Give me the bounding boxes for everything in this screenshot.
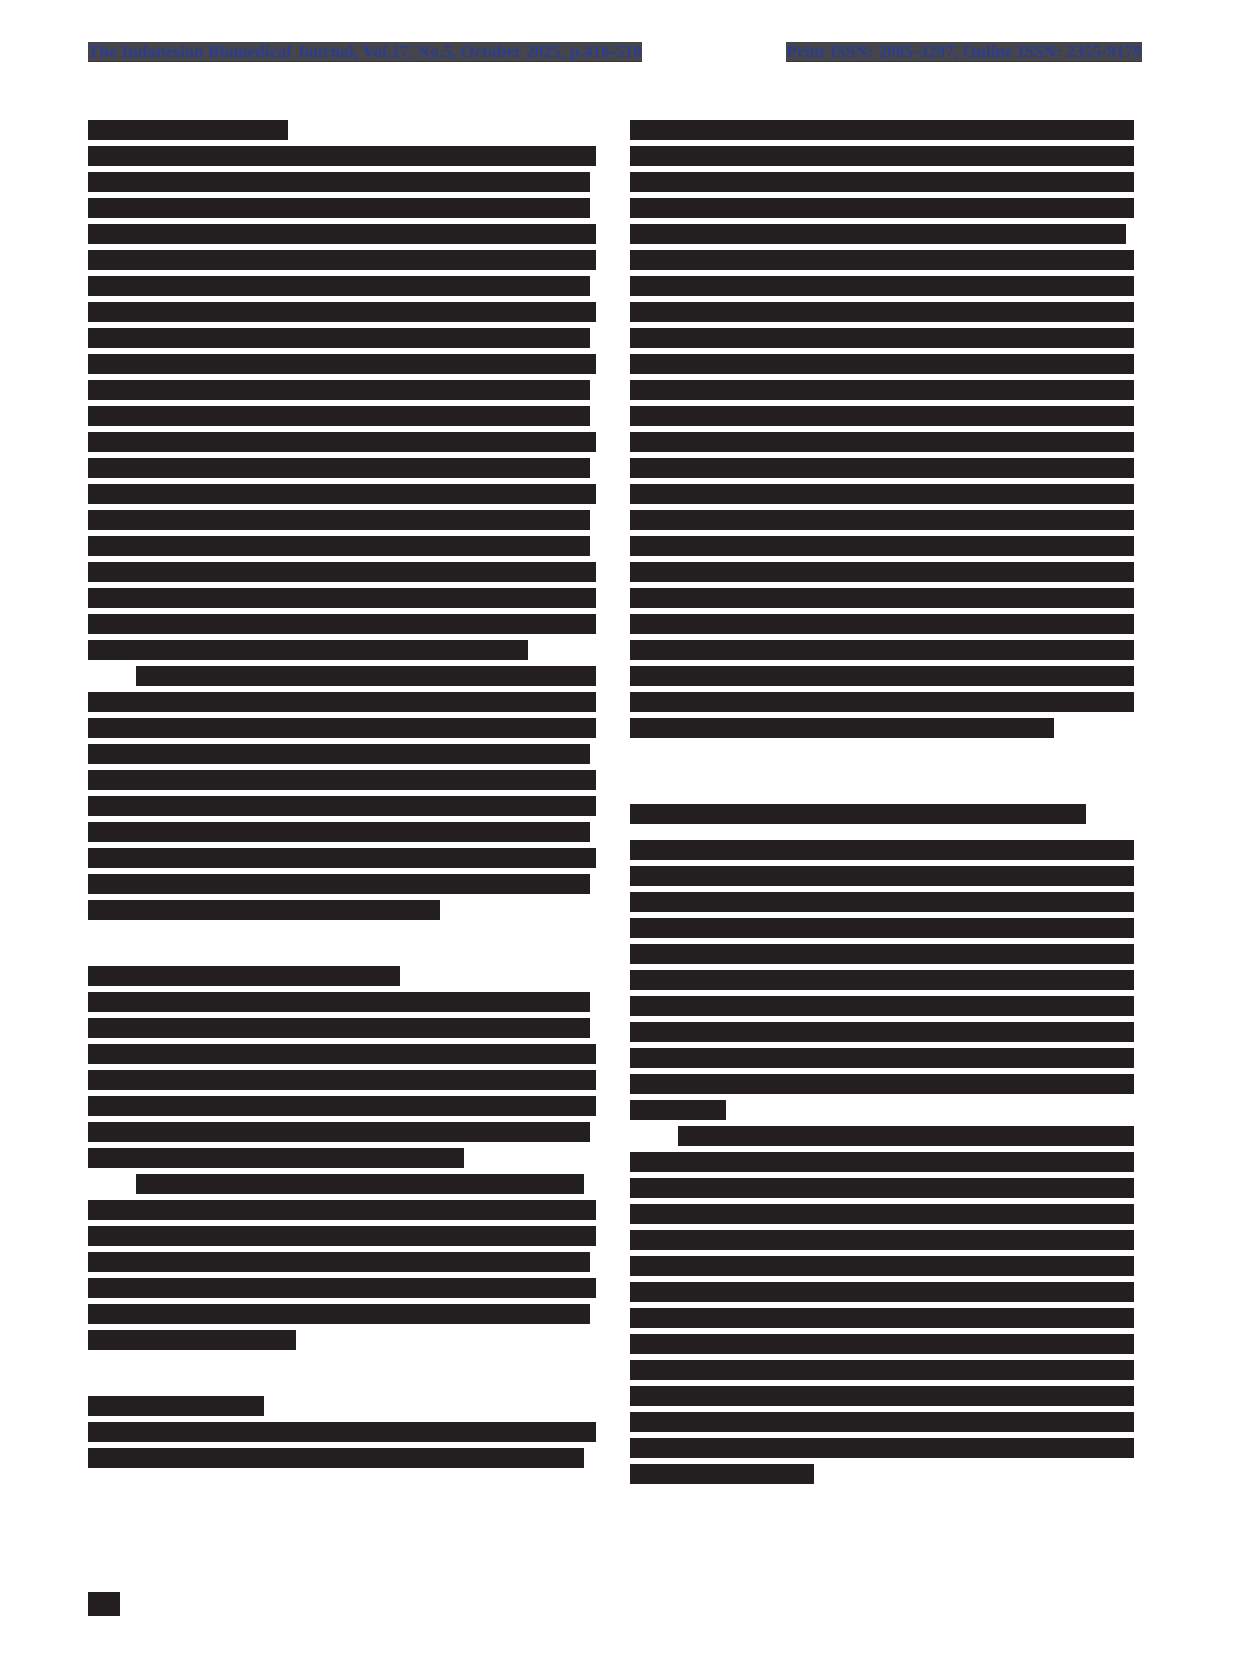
text-line-redacted (630, 1100, 726, 1120)
text-line-redacted (630, 354, 1134, 374)
text-line-redacted (630, 562, 1134, 582)
text-line-redacted (630, 1464, 814, 1484)
text-line-redacted (88, 380, 590, 400)
text-line-redacted (88, 1044, 596, 1064)
text-line-redacted (630, 328, 1134, 348)
text-line-redacted (88, 1070, 596, 1090)
text-line-redacted (88, 562, 596, 582)
text-line-redacted (88, 1226, 596, 1246)
text-line-redacted (630, 458, 1134, 478)
text-line-redacted (630, 250, 1134, 270)
text-line-redacted (630, 588, 1134, 608)
text-line-redacted (88, 1330, 296, 1350)
text-line-redacted (88, 874, 590, 894)
issn-text: Print ISSN: 2085-3297, Online ISSN: 2355-9179 (786, 42, 1142, 61)
text-line-redacted (88, 250, 596, 270)
text-line-redacted (88, 1422, 596, 1442)
text-line-redacted (88, 328, 590, 348)
text-line-redacted (630, 1204, 1134, 1224)
issn-info (786, 42, 1142, 62)
text-line-redacted (88, 900, 440, 920)
text-line-redacted (630, 840, 1134, 860)
text-line-redacted (630, 640, 1134, 660)
text-line-redacted (88, 276, 590, 296)
text-line-redacted (88, 302, 596, 322)
text-line-redacted (88, 822, 590, 842)
text-line-redacted (630, 432, 1134, 452)
text-line-redacted (630, 1022, 1134, 1042)
page-number (88, 1592, 120, 1616)
text-line-redacted (88, 614, 596, 634)
text-line-redacted (630, 1282, 1134, 1302)
section-heading-redacted (88, 1396, 264, 1416)
text-line-redacted (88, 224, 596, 244)
text-line-redacted (630, 1360, 1134, 1380)
text-line-redacted (630, 224, 1126, 244)
text-line-redacted (88, 744, 590, 764)
text-line-redacted (136, 1174, 584, 1194)
text-line-redacted (88, 1304, 590, 1324)
text-line-redacted (630, 1334, 1134, 1354)
text-line-redacted (630, 892, 1134, 912)
text-line-redacted (88, 146, 596, 166)
text-line-redacted (630, 918, 1134, 938)
text-line-redacted (630, 302, 1134, 322)
text-line-redacted (630, 536, 1134, 556)
text-line-redacted (88, 536, 590, 556)
text-line-redacted (88, 992, 590, 1012)
text-line-redacted (88, 1096, 596, 1116)
text-line-redacted (630, 866, 1134, 886)
text-line-redacted (630, 944, 1134, 964)
text-line-redacted (630, 1256, 1134, 1276)
text-line-redacted (630, 1230, 1134, 1250)
text-line-redacted (88, 588, 596, 608)
text-line-redacted (630, 1308, 1134, 1328)
text-line-redacted (630, 614, 1134, 634)
text-line-redacted (88, 354, 596, 374)
section-heading-redacted (630, 804, 1086, 824)
text-line-redacted (630, 120, 1134, 140)
text-line-redacted (630, 198, 1134, 218)
text-line-redacted (630, 172, 1134, 192)
text-line-redacted (630, 970, 1134, 990)
text-line-redacted (88, 406, 590, 426)
text-line-redacted (630, 1074, 1134, 1094)
text-line-redacted (630, 276, 1134, 296)
text-line-redacted (88, 1200, 596, 1220)
text-line-redacted (88, 1252, 590, 1272)
text-line-redacted (88, 1448, 584, 1468)
text-line-redacted (136, 666, 596, 686)
text-line-redacted (88, 432, 596, 452)
text-line-redacted (88, 510, 590, 530)
text-line-redacted (88, 692, 596, 712)
text-line-redacted (88, 1122, 590, 1142)
text-line-redacted (88, 1148, 464, 1168)
text-line-redacted (88, 848, 596, 868)
text-line-redacted (630, 1152, 1134, 1172)
text-line-redacted (630, 1438, 1134, 1458)
text-line-redacted (630, 1412, 1134, 1432)
text-line-redacted (630, 380, 1134, 400)
text-line-redacted (88, 1278, 596, 1298)
section-heading-redacted (88, 966, 400, 986)
text-line-redacted (88, 1018, 590, 1038)
text-line-redacted (630, 1048, 1134, 1068)
text-line-redacted (630, 510, 1134, 530)
text-line-redacted (88, 718, 596, 738)
text-line-redacted (630, 718, 1054, 738)
text-line-redacted (678, 1126, 1134, 1146)
text-line-redacted (630, 692, 1134, 712)
journal-citation (88, 42, 642, 62)
text-line-redacted (88, 796, 596, 816)
text-line-redacted (630, 1386, 1134, 1406)
text-line-redacted (88, 172, 590, 192)
text-line-redacted (630, 996, 1134, 1016)
section-heading-redacted (88, 120, 288, 140)
text-line-redacted (630, 666, 1134, 686)
text-line-redacted (88, 198, 590, 218)
journal-citation-text: The Indonesian Biomedical Journal, Vol.17, No.5, October 2025, p.416-510 (88, 42, 642, 61)
text-line-redacted (88, 484, 596, 504)
text-line-redacted (88, 770, 596, 790)
text-line-redacted (630, 146, 1134, 166)
text-line-redacted (630, 484, 1134, 504)
text-line-redacted (630, 406, 1134, 426)
text-line-redacted (88, 640, 528, 660)
text-line-redacted (630, 1178, 1134, 1198)
text-line-redacted (88, 458, 590, 478)
